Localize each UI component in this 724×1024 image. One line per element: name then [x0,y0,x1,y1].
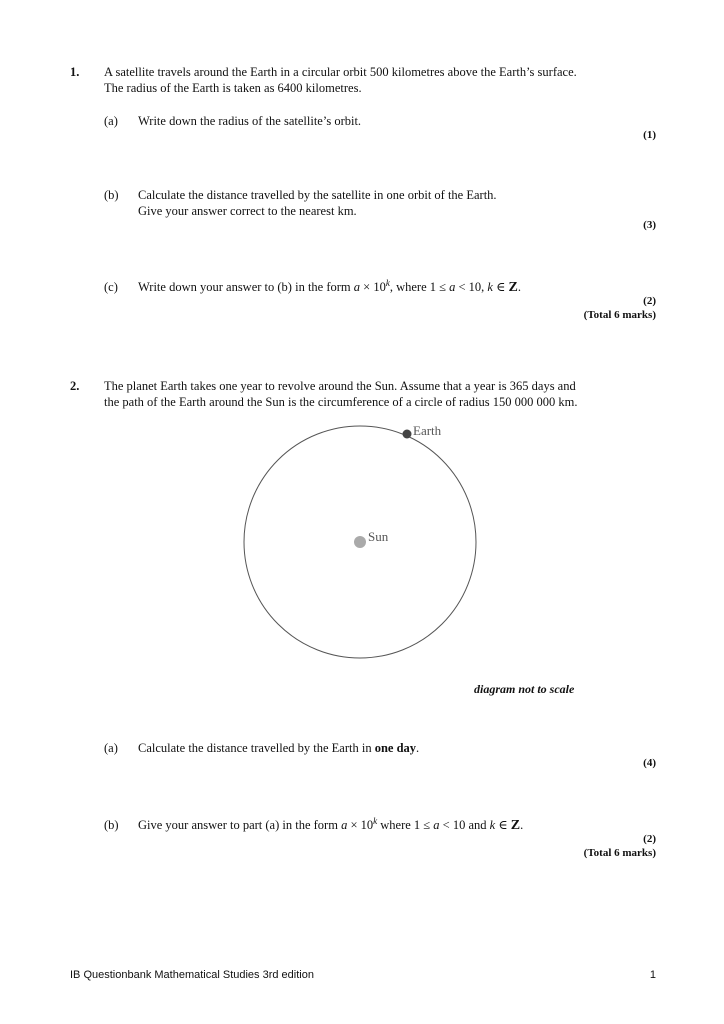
question-2a-marks: (4) [643,757,656,769]
question-1-stem-line-1: A satellite travels around the Earth in a circular orbit 500 kilometres above the Earth’s surface. [104,65,577,79]
question-1c-text: Write down your answer to (b) in the form $a \times 10^k$, where 1 ≤ a < 10, k ∈ Z. [138,278,521,296]
question-2-total-marks: (Total 6 marks) [583,847,656,859]
question-1c-marks: (2) [643,295,656,307]
question-1a-label: (a) [104,114,118,128]
question-1-total-marks: (Total 6 marks) [583,309,656,321]
question-2b-prefix: Give your answer to part (a) in the form [138,818,342,833]
question-2-number: 2. [70,379,80,393]
question-2a-prefix: Calculate the distance travelled by the Earth in [138,741,375,755]
earth-label: Earth [413,423,442,438]
footer-source: IB Questionbank Mathematical Studies 3rd edition [70,969,314,981]
earth-dot [403,430,412,439]
question-1-number: 1. [70,65,80,79]
question-1b-text-line-2: Give your answer correct to the nearest km. [138,204,357,218]
question-2b-marks: (2) [643,833,656,845]
orbit-diagram [230,412,490,672]
footer-page-number: 1 [649,969,656,981]
diagram-note: diagram not to scale [474,682,575,696]
question-1a-marks: (1) [643,129,656,141]
question-1-stem-line-2: The radius of the Earth is taken as 6400 kilometres. [104,81,362,95]
question-1c-prefix: Write down your answer to (b) in the form [138,280,354,295]
question-1b-marks: (3) [643,219,656,231]
question-2a-emphasis: one day [374,741,417,755]
question-1b-label: (b) [104,188,119,202]
question-2a-text [138,740,419,757]
question-2a-suffix: . [416,741,420,755]
question-1b-text-line-1: Calculate the distance travelled by the satellite in one orbit of the Earth. [138,188,497,202]
question-2-stem-line-1: The planet Earth takes one year to revolve around the Sun. Assume that a year is 365 days and [104,379,576,393]
question-2a-label: (a) [104,741,118,755]
question-1a-text: Write down the radius of the satellite’s orbit. [138,114,362,128]
question-1c-label: (c) [104,280,118,294]
question-2b-text: Give your answer to part (a) in the form $a \times 10^k$ where 1 ≤ a < 10 and k ∈ Z. [138,816,524,834]
sun-dot [354,536,366,548]
sun-label: Sun [368,529,389,544]
question-2-stem-line-2: the path of the Earth around the Sun is the circumference of a circle of radius 150 000 000 km. [104,395,578,409]
question-2b-label: (b) [104,818,119,832]
